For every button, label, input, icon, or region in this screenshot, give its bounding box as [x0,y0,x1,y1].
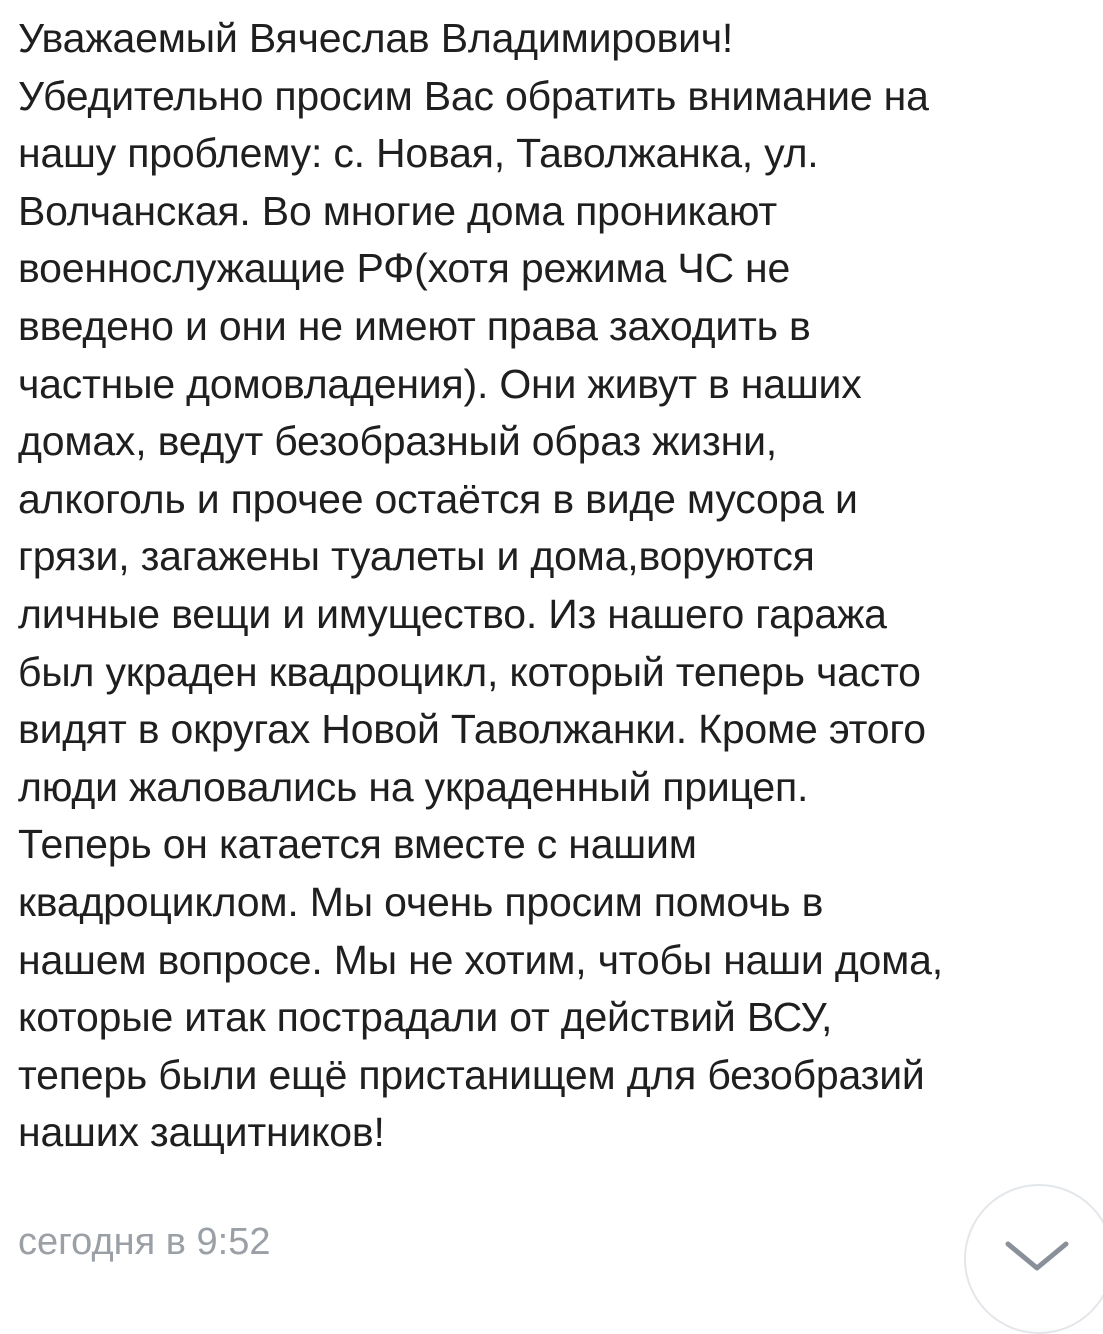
message-line: частные домовладения). Они живут в наших [18,360,862,407]
message-line: Волчанская. Во многие дома проникают [18,187,777,234]
message-text [18,10,1098,1162]
message-line: алкоголь и прочее остаётся в виде мусора и [18,475,858,522]
message-line: военнослужащие РФ(хотя режима ЧС не [18,245,791,292]
expand-button[interactable] [964,1184,1103,1334]
message-line: наших защитников! [18,1109,385,1156]
message-line: грязи, загажены туалеты и дома,воруются [18,533,815,580]
message-line: люди жаловались на украденный прицеп. [18,763,809,810]
message-line: теперь были ещё пристанищем для безобразий [18,1051,925,1098]
message-line: введено и они не имеют права заходить в [18,302,811,349]
message-line: домах, ведут безобразный образ жизни, [18,418,777,465]
message-line: которые итак пострадали от действий ВСУ, [18,994,833,1041]
message-line: Уважаемый Вячеслав Владимирович! [18,15,734,61]
message-line: был украден квадроцикл, который теперь часто [18,648,921,695]
message-line: нашем вопросе. Мы не хотим, чтобы наши дома, [18,936,943,983]
message-line: Убедительно просим Вас обратить внимание на [18,72,929,119]
message-timestamp: сегодня в 9:52 [18,1221,271,1263]
message-line: квадроциклом. Мы очень просим помочь в [18,878,824,925]
message-line: личные вещи и имущество. Из нашего гаража [18,590,887,637]
message-line: нашу проблему: с. Новая, Таволжанка, ул. [18,130,819,177]
message-line: Теперь он катается вместе с нашим [18,821,697,868]
chevron-down-icon [1002,1236,1072,1276]
message-line: видят в округах Новой Таволжанки. Кроме этого [18,706,926,753]
